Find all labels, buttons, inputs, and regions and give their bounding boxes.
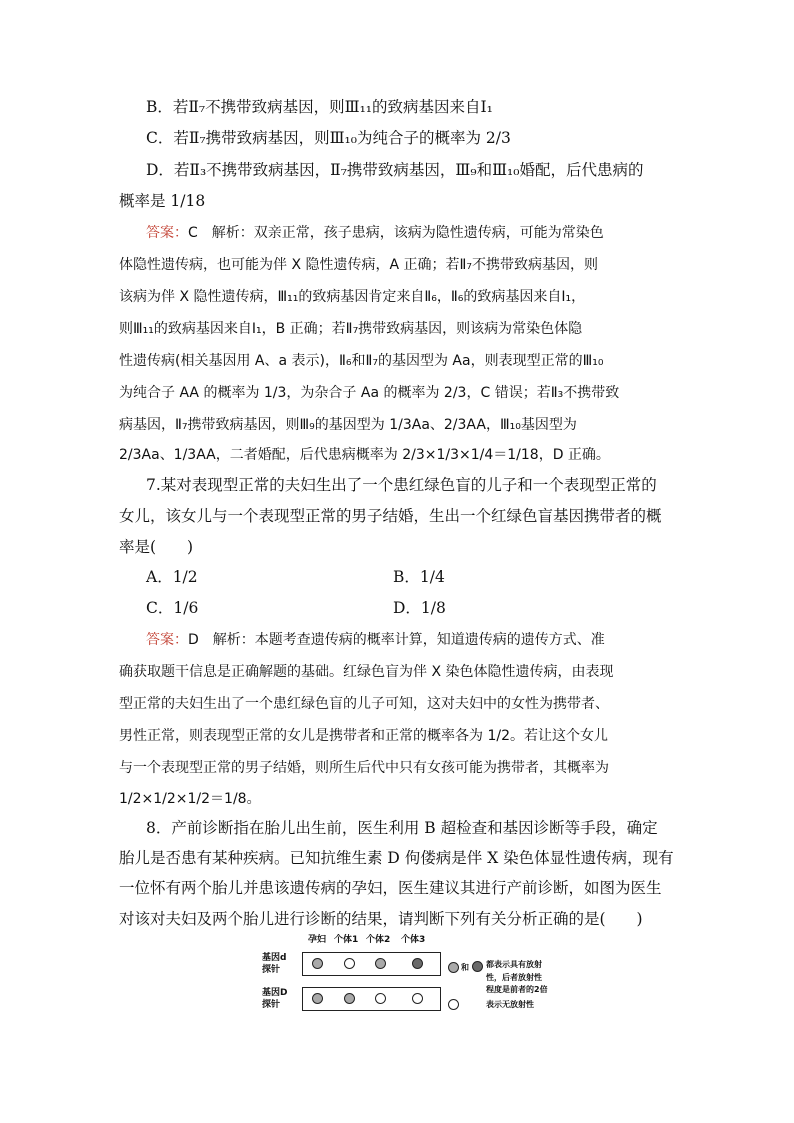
option-d: D．若Ⅱ₃不携带致病基因，Ⅱ₇携带致病基因，Ⅲ₉和Ⅲ₁₀婚配，后代患病的 bbox=[146, 161, 644, 179]
question-8-line: 胎儿是否患有某种疾病。已知抗维生素 D 佝偻病是伴 X 染色体显性遗传病，现有 bbox=[119, 849, 674, 867]
result-circle bbox=[412, 958, 423, 969]
result-circle bbox=[412, 993, 423, 1004]
question-8-line: 一位怀有两个胎儿并患该遗传病的孕妇，医生建议其进行产前诊断，如图为医生 bbox=[119, 879, 662, 897]
option-b: B．若Ⅱ₇不携带致病基因，则Ⅲ₁₁的致病基因来自Ⅰ₁ bbox=[146, 98, 493, 116]
header-individual-3: 个体3 bbox=[401, 935, 426, 945]
probe-d-label: 基因d 探针 bbox=[262, 953, 287, 975]
legend-and: 和 bbox=[461, 963, 469, 972]
legend-radioactive-3: 程度是前者的2倍 bbox=[486, 985, 548, 994]
answer-7-line: 男性正常，则表现型正常的女儿是携带者和正常的概率各为 1/2。若让这个女儿 bbox=[119, 728, 608, 744]
question-7-line: 率是( ) bbox=[119, 538, 194, 556]
probe-d-row bbox=[302, 952, 441, 976]
answer-label: 答案： bbox=[146, 632, 188, 648]
q7-option-b: B．1/4 bbox=[393, 568, 445, 586]
header-pregnant-woman: 孕妇 bbox=[308, 935, 327, 945]
result-circle bbox=[375, 958, 386, 969]
question-7-line: 女儿，该女儿与一个表现型正常的男子结婚，生出一个红绿色盲基因携带者的概 bbox=[119, 507, 662, 525]
answer-6-line: 2/3Aa、1/3AA，二者婚配，后代患病概率为 2/3×1/3×1/4＝1/18，D 正确。 bbox=[119, 447, 610, 463]
answer-6-line: 则Ⅲ₁₁的致病基因来自Ⅰ₁，B 正确；若Ⅱ₇携带致病基因，则该病为常染色体隐 bbox=[119, 321, 583, 337]
legend-radioactive-2: 性，后者放射性 bbox=[486, 973, 542, 982]
question-7-line: 7.某对表现型正常的夫妇生出了一个患红绿色盲的儿子和一个表现型正常的 bbox=[146, 476, 657, 494]
q7-option-a: A．1/2 bbox=[146, 568, 198, 586]
q7-option-c: C．1/6 bbox=[146, 599, 199, 617]
legend-empty-circle bbox=[448, 999, 459, 1010]
legend-radioactive-1: 都表示具有放射 bbox=[486, 960, 542, 969]
result-circle bbox=[312, 993, 323, 1004]
question-8-line: 8．产前诊断指在胎儿出生前，医生利用 B 超检查和基因诊断等手段，确定 bbox=[146, 819, 658, 837]
answer-7-line: 与一个表现型正常的男子结婚，则所生后代中只有女孩可能为携带者，其概率为 bbox=[119, 760, 609, 776]
result-circle bbox=[344, 958, 355, 969]
answer-6-line: 体隐性遗传病，也可能为伴 X 隐性遗传病，A 正确；若Ⅱ₇不携带致病基因，则 bbox=[119, 257, 599, 273]
question-8-line: 对该对夫妇及两个胎儿进行诊断的结果，请判断下列有关分析正确的是( ) bbox=[119, 910, 643, 928]
probe-diagram bbox=[262, 932, 592, 1022]
legend-dark-circle bbox=[472, 961, 483, 972]
answer-7-line: 确获取题干信息是正确解题的基础。红绿色盲为伴 X 染色体隐性遗传病，由表现 bbox=[119, 664, 614, 680]
header-individual-1: 个体1 bbox=[334, 935, 359, 945]
probe-D-row bbox=[302, 987, 441, 1011]
answer-6-line: 病基因，Ⅱ₇携带致病基因，则Ⅲ₉的基因型为 1/3Aa、2/3AA，Ⅲ₁₀基因型为 bbox=[119, 417, 577, 433]
answer-6-line: 为纯合子 AA 的概率为 1/3，为杂合子 Aa 的概率为 2/3，C 错误；若Ⅱ₃不携带致 bbox=[119, 385, 620, 401]
result-circle bbox=[375, 993, 386, 1004]
option-d-continued: 概率是 1/18 bbox=[119, 192, 206, 210]
result-circle bbox=[312, 958, 323, 969]
answer-6-line: 性遗传病(相关基因用 A、a 表示)，Ⅱ₆和Ⅱ₇的基因型为 Aa，则表现型正常的Ⅲ₁₀ bbox=[119, 353, 604, 369]
answer-7-line: 答案：D 解析：本题考查遗传病的概率计算，知道遗传病的遗传方式、准 bbox=[146, 632, 605, 648]
probe-D-label: 基因D 探针 bbox=[262, 988, 288, 1010]
header-individual-2: 个体2 bbox=[366, 935, 391, 945]
option-c: C．若Ⅱ₇携带致病基因，则Ⅲ₁₀为纯合子的概率为 2/3 bbox=[146, 129, 511, 147]
legend-no-radioactivity: 表示无放射性 bbox=[486, 1000, 534, 1009]
answer-7-line: 型正常的夫妇生出了一个患红绿色盲的儿子可知，这对夫妇中的女性为携带者、 bbox=[119, 696, 609, 712]
answer-6-line: 该病为伴 X 隐性遗传病，Ⅲ₁₁的致病基因肯定来自Ⅱ₆，Ⅱ₆的致病基因来自Ⅰ₁， bbox=[119, 289, 586, 305]
answer-6-line: 答案：C 解析：双亲正常，孩子患病，该病为隐性遗传病，可能为常染色 bbox=[146, 225, 604, 241]
q7-option-d: D．1/8 bbox=[393, 599, 446, 617]
result-circle bbox=[344, 993, 355, 1004]
answer-7-line: 1/2×1/2×1/2＝1/8。 bbox=[119, 791, 261, 807]
answer-label: 答案： bbox=[146, 225, 188, 241]
legend-light-circle bbox=[448, 962, 459, 973]
